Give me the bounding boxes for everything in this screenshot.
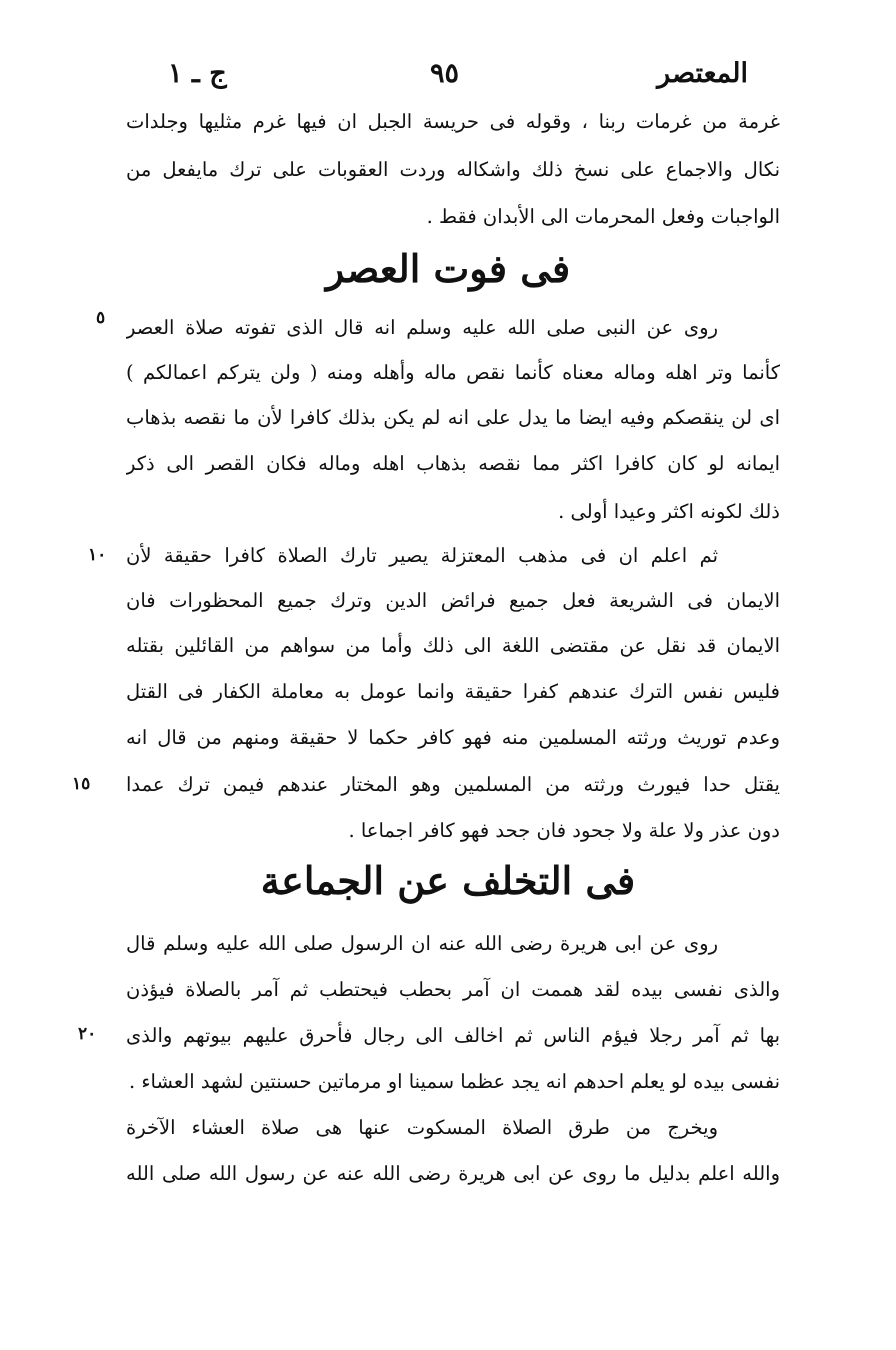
text-line: الايمان قد نقل عن مقتضى اللغة الى ذلك وأما من سواهم من القائلين بقتله [126, 634, 780, 657]
text-line: والذى نفسى بيده لقد هممت ان آمر بحطب فيحتطب ثم آمر بالصلاة فيؤذن [126, 978, 780, 1001]
text-line: ثم اعلم ان فى مذهب المعتزلة يصير تارك الصلاة كافرا حقيقة لأن [126, 544, 718, 567]
text-line: ويخرج من طرق الصلاة المسكوت عنها هى صلاة العشاء الآخرة [126, 1116, 718, 1139]
text-line: الايمان فى الشريعة فعل جميع فرائض الدين وترك جميع المحظورات فان [126, 589, 780, 612]
text-line: ايمانه لو كان كافرا اكثر مما نقصه بذهاب اهله وماله فكان القصر الى ذكر [126, 452, 780, 475]
margin-line-number: ١٥ [72, 774, 91, 794]
margin-line-number: ٥ [96, 308, 106, 328]
text-line: روى عن ابى هريرة رضى الله عنه ان الرسول صلى الله عليه وسلم قال [126, 932, 718, 955]
text-line: نفسى بيده لو يعلم احدهم انه يجد عظما سمينا او مرماتين حسنتين لشهد العشاء . [128, 1070, 780, 1093]
volume-label: ج ـ ١ [168, 58, 227, 89]
margin-line-number: ١٠ [88, 545, 107, 565]
text-line: الواجبات وفعل المحرمات الى الأبدان فقط . [426, 205, 780, 228]
text-line: روى عن النبى صلى الله عليه وسلم انه قال الذى تفوته صلاة العصر [126, 316, 718, 339]
text-line: ذلك لكونه اكثر وعيدا أولى . [558, 500, 780, 523]
text-line: كأنما وتر اهله وماله معناه كأنما نقص ماله وأهله ومنه ( ولن يتركم اعمالكم ) [126, 361, 780, 384]
section-heading: فى التخلف عن الجماعة [260, 858, 636, 903]
section-heading: فى فوت العصر [325, 246, 571, 291]
margin-line-number: ٢٠ [78, 1024, 97, 1044]
text-line: نكال والاجماع على نسخ ذلك واشكاله وردت العقوبات على ترك مايفعل من [126, 158, 780, 181]
text-line: فليس نفس الترك عندهم كفرا حقيقة وانما عومل به معاملة الكفار فى القتل [126, 680, 780, 703]
text-line: بها ثم آمر رجلا فيؤم الناس ثم اخالف الى رجال فأحرق عليهم بيوتهم والذى [126, 1024, 780, 1047]
page-header [0, 52, 896, 98]
text-line: وعدم توريث ورثته المسلمين منه فهو كافر حكما لا حقيقة ومنهم من قال انه [126, 726, 780, 749]
text-line: اى لن ينقصكم وفيه ايضا ما يدل على انه لم يكن بذلك كافرا لأن ما نقصه بذهاب [126, 406, 780, 429]
page-number: ٩٥ [430, 58, 460, 89]
book-title: المعتصر [657, 58, 748, 89]
text-line: دون عذر ولا علة ولا جحود فان جحد فهو كافر اجماعا . [348, 819, 780, 842]
text-line: يقتل حدا فيورث ورثته من المسلمين وهو المختار عندهم فيمن ترك عمدا [126, 773, 780, 796]
text-line: غرمة من غرمات ربنا ، وقوله فى حريسة الجبل ان فيها غرم مثليها وجلدات [126, 110, 780, 133]
text-line: والله اعلم بدليل ما روى عن ابى هريرة رضى الله عنه عن رسول الله صلى الله [126, 1162, 780, 1185]
